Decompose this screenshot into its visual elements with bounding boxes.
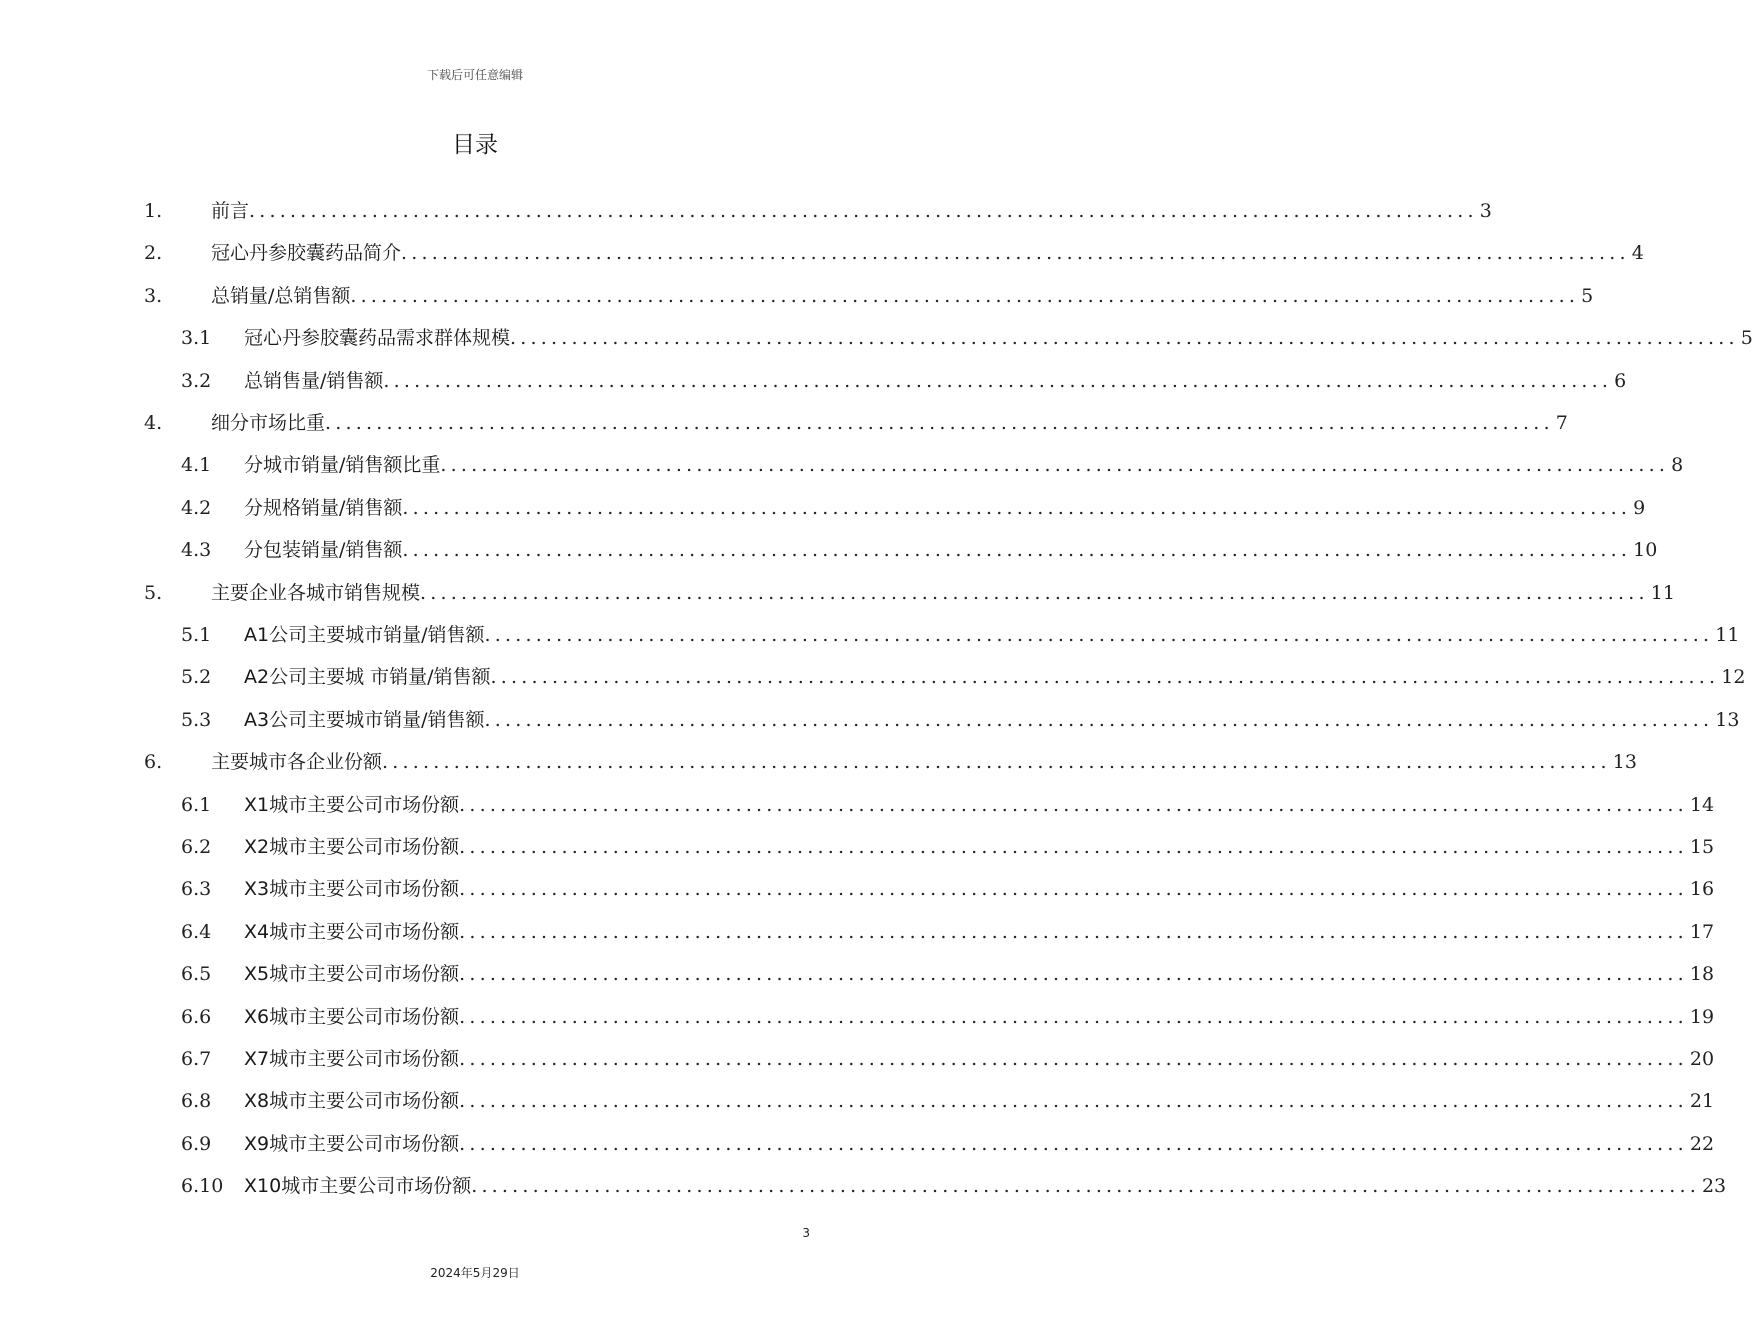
toc-entry-number: 6.2 <box>181 836 212 858</box>
toc-entry-page: 12 <box>1721 666 1746 689</box>
toc-entry[interactable] <box>0 868 1715 910</box>
toc-entry-number: 4.1 <box>181 454 212 477</box>
toc-entry-number: 6.10 <box>181 1175 224 1198</box>
footer-date: 2024年5月29日 <box>430 1266 520 1280</box>
toc-entry-title: 分城市销量/销售额比重 <box>244 454 441 477</box>
toc-entry[interactable] <box>0 784 1715 826</box>
toc-entry-title: 总销量/总销售额 <box>211 284 351 307</box>
toc-entry[interactable] <box>0 996 1715 1038</box>
toc-entry[interactable] <box>0 529 1658 571</box>
toc-entry-title: 主要城市各企业份额 <box>211 751 383 774</box>
toc-leader-dots: ........................................................................................................................ <box>459 793 1688 816</box>
toc-entry-number: 6.5 <box>181 963 212 986</box>
toc-entry-page: 5 <box>1740 327 1753 350</box>
toc-entry-title: 冠心丹参胶囊药品需求群体规模 <box>244 327 511 350</box>
toc-entry[interactable] <box>0 487 1646 529</box>
toc-entry[interactable] <box>0 360 1627 402</box>
toc-entry[interactable] <box>0 911 1715 953</box>
toc-entry-title: 分规格销量/销售额 <box>244 496 403 519</box>
toc-entry-title: X9城市主要公司市场份额 <box>244 1132 460 1155</box>
toc-entry-title: X7城市主要公司市场份额 <box>244 1048 460 1070</box>
toc-leader-dots: ........................................................................................................................ <box>459 878 1688 901</box>
toc-leader-dots: ........................................................................................................................ <box>420 581 1649 604</box>
toc-entry-page: 14 <box>1689 793 1715 816</box>
toc-entry-page: 19 <box>1689 1005 1715 1028</box>
toc-entry-page: 4 <box>1631 242 1644 265</box>
toc-entry[interactable] <box>0 656 1746 698</box>
toc-entry-number: 2. <box>144 242 163 265</box>
toc-entry[interactable] <box>0 275 1594 317</box>
toc-leader-dots: ........................................................................................................................ <box>459 1090 1688 1113</box>
toc-entry-page: 9 <box>1633 496 1646 519</box>
toc-entry[interactable] <box>0 572 1675 614</box>
toc-entry-number: 3. <box>144 284 163 307</box>
toc-leader-dots: ........................................................................................................................ <box>459 1048 1688 1070</box>
toc-entry-number: 6.8 <box>181 1090 212 1113</box>
toc-entry-title: X3城市主要公司市场份额 <box>244 878 460 901</box>
toc-entry[interactable] <box>0 953 1715 995</box>
toc-entry-title: 前言 <box>211 200 250 222</box>
toc-entry-page: 16 <box>1689 878 1715 901</box>
toc-leader-dots: ........................................................................................................................ <box>484 624 1714 646</box>
toc-entry-title: X4城市主要公司市场份额 <box>244 920 460 943</box>
toc-entry[interactable] <box>0 614 1740 656</box>
toc-entry-title: X10城市主要公司市场份额 <box>244 1175 472 1198</box>
toc-entry[interactable] <box>0 699 1740 741</box>
toc-entry-title: 主要企业各城市销售规模 <box>211 581 421 604</box>
toc-entry-page: 11 <box>1715 624 1740 646</box>
toc-leader-dots: ........................................................................................................................ <box>383 369 1613 392</box>
toc-entry-title: 冠心丹参胶囊药品简介 <box>211 242 402 265</box>
toc-entry-title: A1公司主要城市销量/销售额 <box>244 624 485 646</box>
toc-entry[interactable] <box>0 317 1753 359</box>
toc-entry[interactable] <box>0 1123 1715 1165</box>
toc-entry-number: 5. <box>144 581 163 604</box>
toc-leader-dots: ........................................................................................................................ <box>459 1132 1688 1155</box>
toc-entry-number: 4.3 <box>181 539 212 562</box>
toc-entry-number: 3.2 <box>181 369 212 392</box>
toc-entry-page: 15 <box>1689 836 1715 858</box>
toc-leader-dots: ........................................................................................................................ <box>459 920 1688 943</box>
toc-entry-title: X2城市主要公司市场份额 <box>244 836 460 858</box>
toc-entry[interactable] <box>0 826 1715 868</box>
toc-entry-number: 5.2 <box>181 666 212 689</box>
toc-leader-dots: ........................................................................................................................ <box>401 242 1630 265</box>
toc-leader-dots: ........................................................................................................................ <box>402 496 1632 519</box>
toc-entry-page: 3 <box>1479 200 1492 222</box>
toc-entry[interactable] <box>0 1080 1715 1122</box>
page-title: 目录 <box>452 132 498 158</box>
toc-entry-page: 18 <box>1689 963 1715 986</box>
toc-entry-number: 6.1 <box>181 793 212 816</box>
toc-leader-dots: ........................................................................................................................ <box>459 836 1688 858</box>
toc-entry[interactable] <box>0 232 1644 274</box>
toc-entry-title: X8城市主要公司市场份额 <box>244 1090 460 1113</box>
toc-entry-number: 1. <box>144 200 163 222</box>
toc-entry[interactable] <box>0 190 1492 232</box>
toc-entry-page: 20 <box>1689 1048 1715 1070</box>
toc-leader-dots: ........................................................................................................................ <box>510 327 1739 350</box>
toc-leader-dots: ........................................................................................................................ <box>484 708 1714 731</box>
toc-entry-number: 6.4 <box>181 920 212 943</box>
toc-entry-number: 5.3 <box>181 708 212 731</box>
toc-entry-number: 6.9 <box>181 1132 212 1155</box>
toc-entry-page: 13 <box>1715 708 1740 731</box>
toc-entry-title: X1城市主要公司市场份额 <box>244 793 460 816</box>
toc-entry-title: A3公司主要城市销量/销售额 <box>244 708 485 731</box>
toc-entry-page: 22 <box>1689 1132 1715 1155</box>
page-number: 3 <box>802 1226 810 1240</box>
toc-entry-number: 6.6 <box>181 1005 212 1028</box>
toc-entry-title: A2公司主要城 市销量/销售额 <box>244 666 491 689</box>
toc-entry[interactable] <box>0 1038 1715 1080</box>
toc-leader-dots: ........................................................................................................................ <box>350 284 1580 307</box>
toc-entry-page: 13 <box>1612 751 1637 774</box>
toc-entry[interactable] <box>0 1165 1727 1207</box>
toc-entry-number: 6.7 <box>181 1048 212 1070</box>
toc-entry-page: 5 <box>1581 284 1594 307</box>
toc-leader-dots: ........................................................................................................................ <box>459 1005 1688 1028</box>
toc-entry-page: 23 <box>1701 1175 1727 1198</box>
toc-leader-dots: ........................................................................................................................ <box>459 963 1688 986</box>
toc-leader-dots: ........................................................................................................................ <box>440 454 1670 477</box>
toc-entry[interactable] <box>0 402 1568 444</box>
toc-entry-number: 4.2 <box>181 496 212 519</box>
toc-leader-dots: ........................................................................................................................ <box>325 412 1554 434</box>
toc-entry-number: 3.1 <box>181 327 212 350</box>
toc-leader-dots: ........................................................................................................................ <box>490 666 1720 689</box>
toc-leader-dots: ........................................................................................................................ <box>471 1175 1700 1198</box>
toc-entry-page: 8 <box>1671 454 1684 477</box>
toc-entry-title: X5城市主要公司市场份额 <box>244 963 460 986</box>
toc-entry[interactable] <box>0 741 1637 783</box>
toc-entry-page: 11 <box>1650 581 1675 604</box>
toc-entry-page: 6 <box>1614 369 1627 392</box>
toc-entry[interactable] <box>0 444 1684 486</box>
toc-entry-page: 21 <box>1689 1090 1715 1113</box>
toc-leader-dots: ........................................................................................................................ <box>382 751 1611 774</box>
toc-entry-page: 10 <box>1633 539 1658 562</box>
toc-entry-title: X6城市主要公司市场份额 <box>244 1005 460 1028</box>
toc-entry-title: 分包装销量/销售额 <box>244 539 403 562</box>
toc-leader-dots: ........................................................................................................................ <box>402 539 1632 562</box>
toc-entry-page: 7 <box>1555 412 1568 434</box>
toc-leader-dots: ........................................................................................................................ <box>249 200 1478 222</box>
toc-entry-title: 细分市场比重 <box>211 412 326 434</box>
toc-entry-number: 6.3 <box>181 878 212 901</box>
toc-entry-page: 17 <box>1689 920 1715 943</box>
toc-entry-number: 6. <box>144 751 163 774</box>
header-note: 下载后可任意编辑 <box>426 68 523 82</box>
toc-entry-number: 4. <box>144 412 163 434</box>
toc-entry-number: 5.1 <box>181 624 212 646</box>
toc-entry-title: 总销售量/销售额 <box>244 369 384 392</box>
